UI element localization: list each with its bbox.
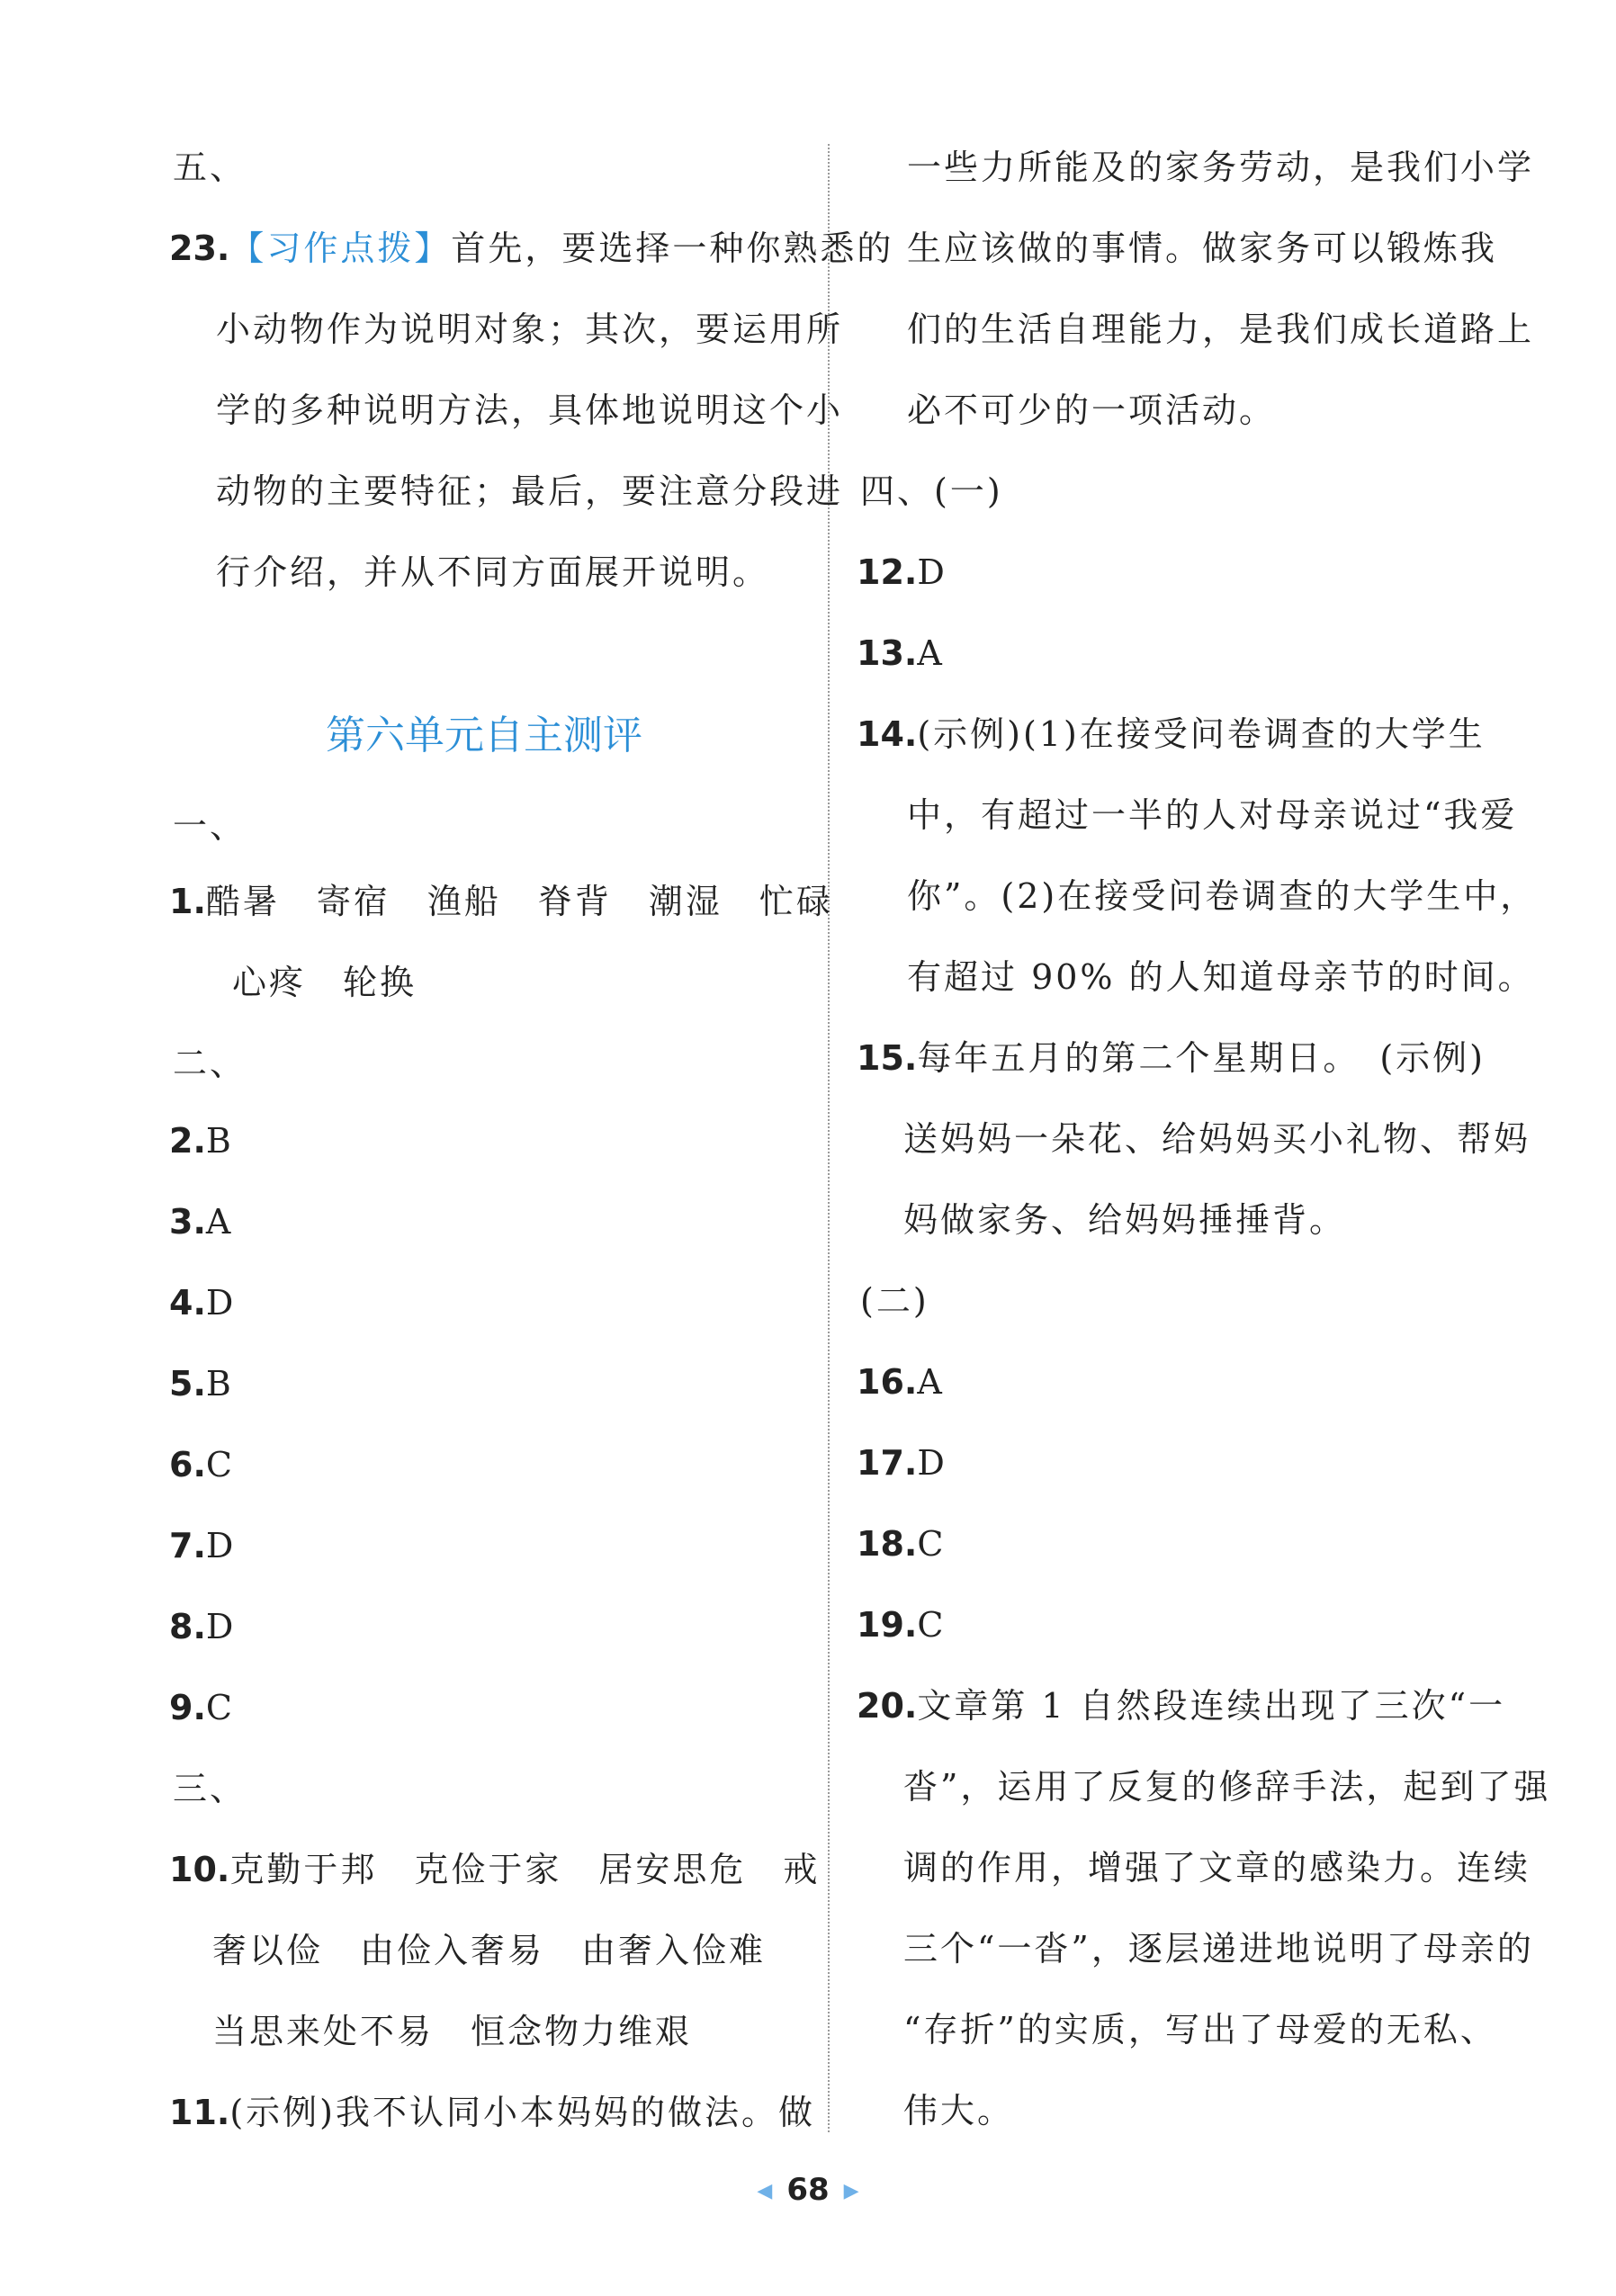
answer-row (169, 1119, 234, 1162)
q6-answer: C (205, 1445, 235, 1484)
answer-row (857, 1522, 946, 1565)
answer-row (169, 1362, 234, 1405)
page-footer (0, 2170, 1616, 2211)
q3-number: 3. (169, 1202, 206, 1242)
heading-er: 二、 (173, 1044, 247, 1083)
answer-row (857, 632, 945, 675)
answer-row (857, 1603, 946, 1646)
answer-row (169, 1200, 233, 1243)
q23-number: 23. (169, 229, 230, 268)
q15-line-2: 送妈妈一朵花、给妈妈买小礼物、帮妈 (903, 1119, 1531, 1159)
section-title: 第六单元自主测评 (326, 713, 642, 758)
q10-number: 10. (169, 1850, 230, 1889)
q11-number: 11. (169, 2093, 230, 2132)
q11-line-1 (169, 2091, 815, 2134)
q23-line-5: 行介绍，并从不同方面展开说明。 (216, 552, 770, 592)
q16-number: 16. (857, 1362, 918, 1402)
triangle-right-icon: ▶ (843, 2179, 859, 2202)
q10-line-1 (169, 1848, 820, 1891)
q15-line-3: 妈做家务、给妈妈捶捶背。 (903, 1200, 1347, 1240)
q14-line-2: 中，有超过一半的人对母亲说过“我爱 (907, 795, 1518, 835)
answer-row (857, 1441, 947, 1484)
q18-number: 18. (857, 1524, 918, 1564)
q8-answer: D (205, 1607, 237, 1646)
q1-text-1: 酷暑 寄宿 渔船 脊背 潮湿 忙碌 (205, 882, 833, 921)
heading-wu: 五、 (173, 148, 247, 187)
q14-line-3: 你”。(2)在接受问卷调查的大学生中， (907, 876, 1538, 916)
q3-answer: A (205, 1202, 234, 1242)
heading-yi: 一、 (173, 806, 247, 846)
q23-tag: 【习作点拨】 (229, 229, 452, 268)
q23-line-1 (169, 227, 893, 270)
q12-number: 12. (857, 552, 918, 592)
answer-row (169, 1524, 236, 1567)
column-divider (828, 144, 830, 2132)
q20-number: 20. (857, 1686, 918, 1726)
heading-er-sub: (二) (860, 1281, 929, 1321)
q9-answer: C (205, 1688, 235, 1727)
q4-number: 4. (169, 1283, 206, 1323)
q5-number: 5. (169, 1364, 206, 1404)
q5-answer: B (205, 1364, 234, 1404)
q20-line-1 (857, 1684, 1505, 1727)
answer-row (857, 1360, 945, 1404)
q20-line-3: 调的作用，增强了文章的感染力。连续 (903, 1848, 1531, 1888)
q16-answer: A (917, 1362, 945, 1402)
q1-number: 1. (169, 882, 206, 921)
q18-answer: C (917, 1524, 947, 1564)
q7-answer: D (205, 1526, 237, 1565)
q11-cont-line-3: 们的生活自理能力，是我们成长道路上 (907, 309, 1535, 349)
q11-text-1: (示例)我不认同小本妈妈的做法。做 (229, 2093, 815, 2132)
q1-line-2: 心疼 轮换 (232, 963, 417, 1002)
q8-number: 8. (169, 1607, 206, 1646)
q20-text-1: 文章第 1 自然段连续出现了三次“一 (917, 1686, 1506, 1726)
q19-answer: C (917, 1605, 947, 1645)
answer-row (169, 1605, 236, 1648)
q15-text-1: 每年五月的第二个星期日。 (示例) (917, 1038, 1486, 1078)
q10-line-2: 奢以俭 由俭入奢易 由奢入俭难 (212, 1931, 767, 1970)
q12-answer: D (917, 552, 947, 592)
q11-cont-line-2: 生应该做的事情。做家务可以锻炼我 (907, 229, 1498, 268)
q15-line-1 (857, 1036, 1486, 1080)
q4-answer: D (205, 1283, 237, 1323)
q20-line-6: 伟大。 (903, 2091, 1015, 2130)
q10-text-1: 克勤于邦 克俭于家 居安思危 戒 (229, 1850, 821, 1889)
q11-cont-line-1: 一些力所能及的家务劳动，是我们小学 (907, 148, 1535, 187)
q13-number: 13. (857, 633, 918, 673)
q2-number: 2. (169, 1121, 206, 1161)
heading-si: 四、(一) (860, 471, 1003, 511)
q23-text-1: 首先，要选择一种你熟悉的 (451, 229, 894, 268)
q7-number: 7. (169, 1526, 206, 1565)
q17-number: 17. (857, 1443, 918, 1483)
q23-line-2: 小动物作为说明对象；其次，要运用所 (216, 309, 844, 349)
answer-row (169, 1281, 236, 1324)
q14-number: 14. (857, 714, 918, 754)
q6-number: 6. (169, 1445, 206, 1484)
q14-line-1 (857, 713, 1486, 756)
q10-line-3: 当思来处不易 恒念物力维艰 (212, 2012, 693, 2051)
q20-line-4: 三个“一沓”，逐层递进地说明了母亲的 (903, 1929, 1534, 1969)
q15-number: 15. (857, 1038, 918, 1078)
page-number: 68 (786, 2172, 830, 2208)
q23-line-3: 学的多种说明方法，具体地说明这个小 (216, 390, 844, 430)
q23-line-4: 动物的主要特征；最后，要注意分段进 (216, 471, 844, 511)
q1-line-1 (169, 880, 833, 923)
heading-san: 三、 (173, 1769, 247, 1808)
q20-line-2: 沓”，运用了反复的修辞手法，起到了强 (903, 1767, 1551, 1807)
q13-answer: A (917, 633, 945, 673)
triangle-left-icon: ◀ (757, 2179, 773, 2202)
q14-text-1: (示例)(1)在接受问卷调查的大学生 (917, 714, 1486, 754)
answer-row (169, 1443, 235, 1486)
q19-number: 19. (857, 1605, 918, 1645)
answer-row (169, 1686, 235, 1729)
q9-number: 9. (169, 1688, 206, 1727)
q20-line-5: “存折”的实质，写出了母爱的无私、 (903, 2010, 1497, 2049)
answer-row (857, 551, 947, 594)
q17-answer: D (917, 1443, 947, 1483)
q2-answer: B (205, 1121, 234, 1161)
q14-line-4: 有超过 90% 的人知道母亲节的时间。 (907, 957, 1535, 997)
q11-cont-line-4: 必不可少的一项活动。 (907, 390, 1277, 430)
